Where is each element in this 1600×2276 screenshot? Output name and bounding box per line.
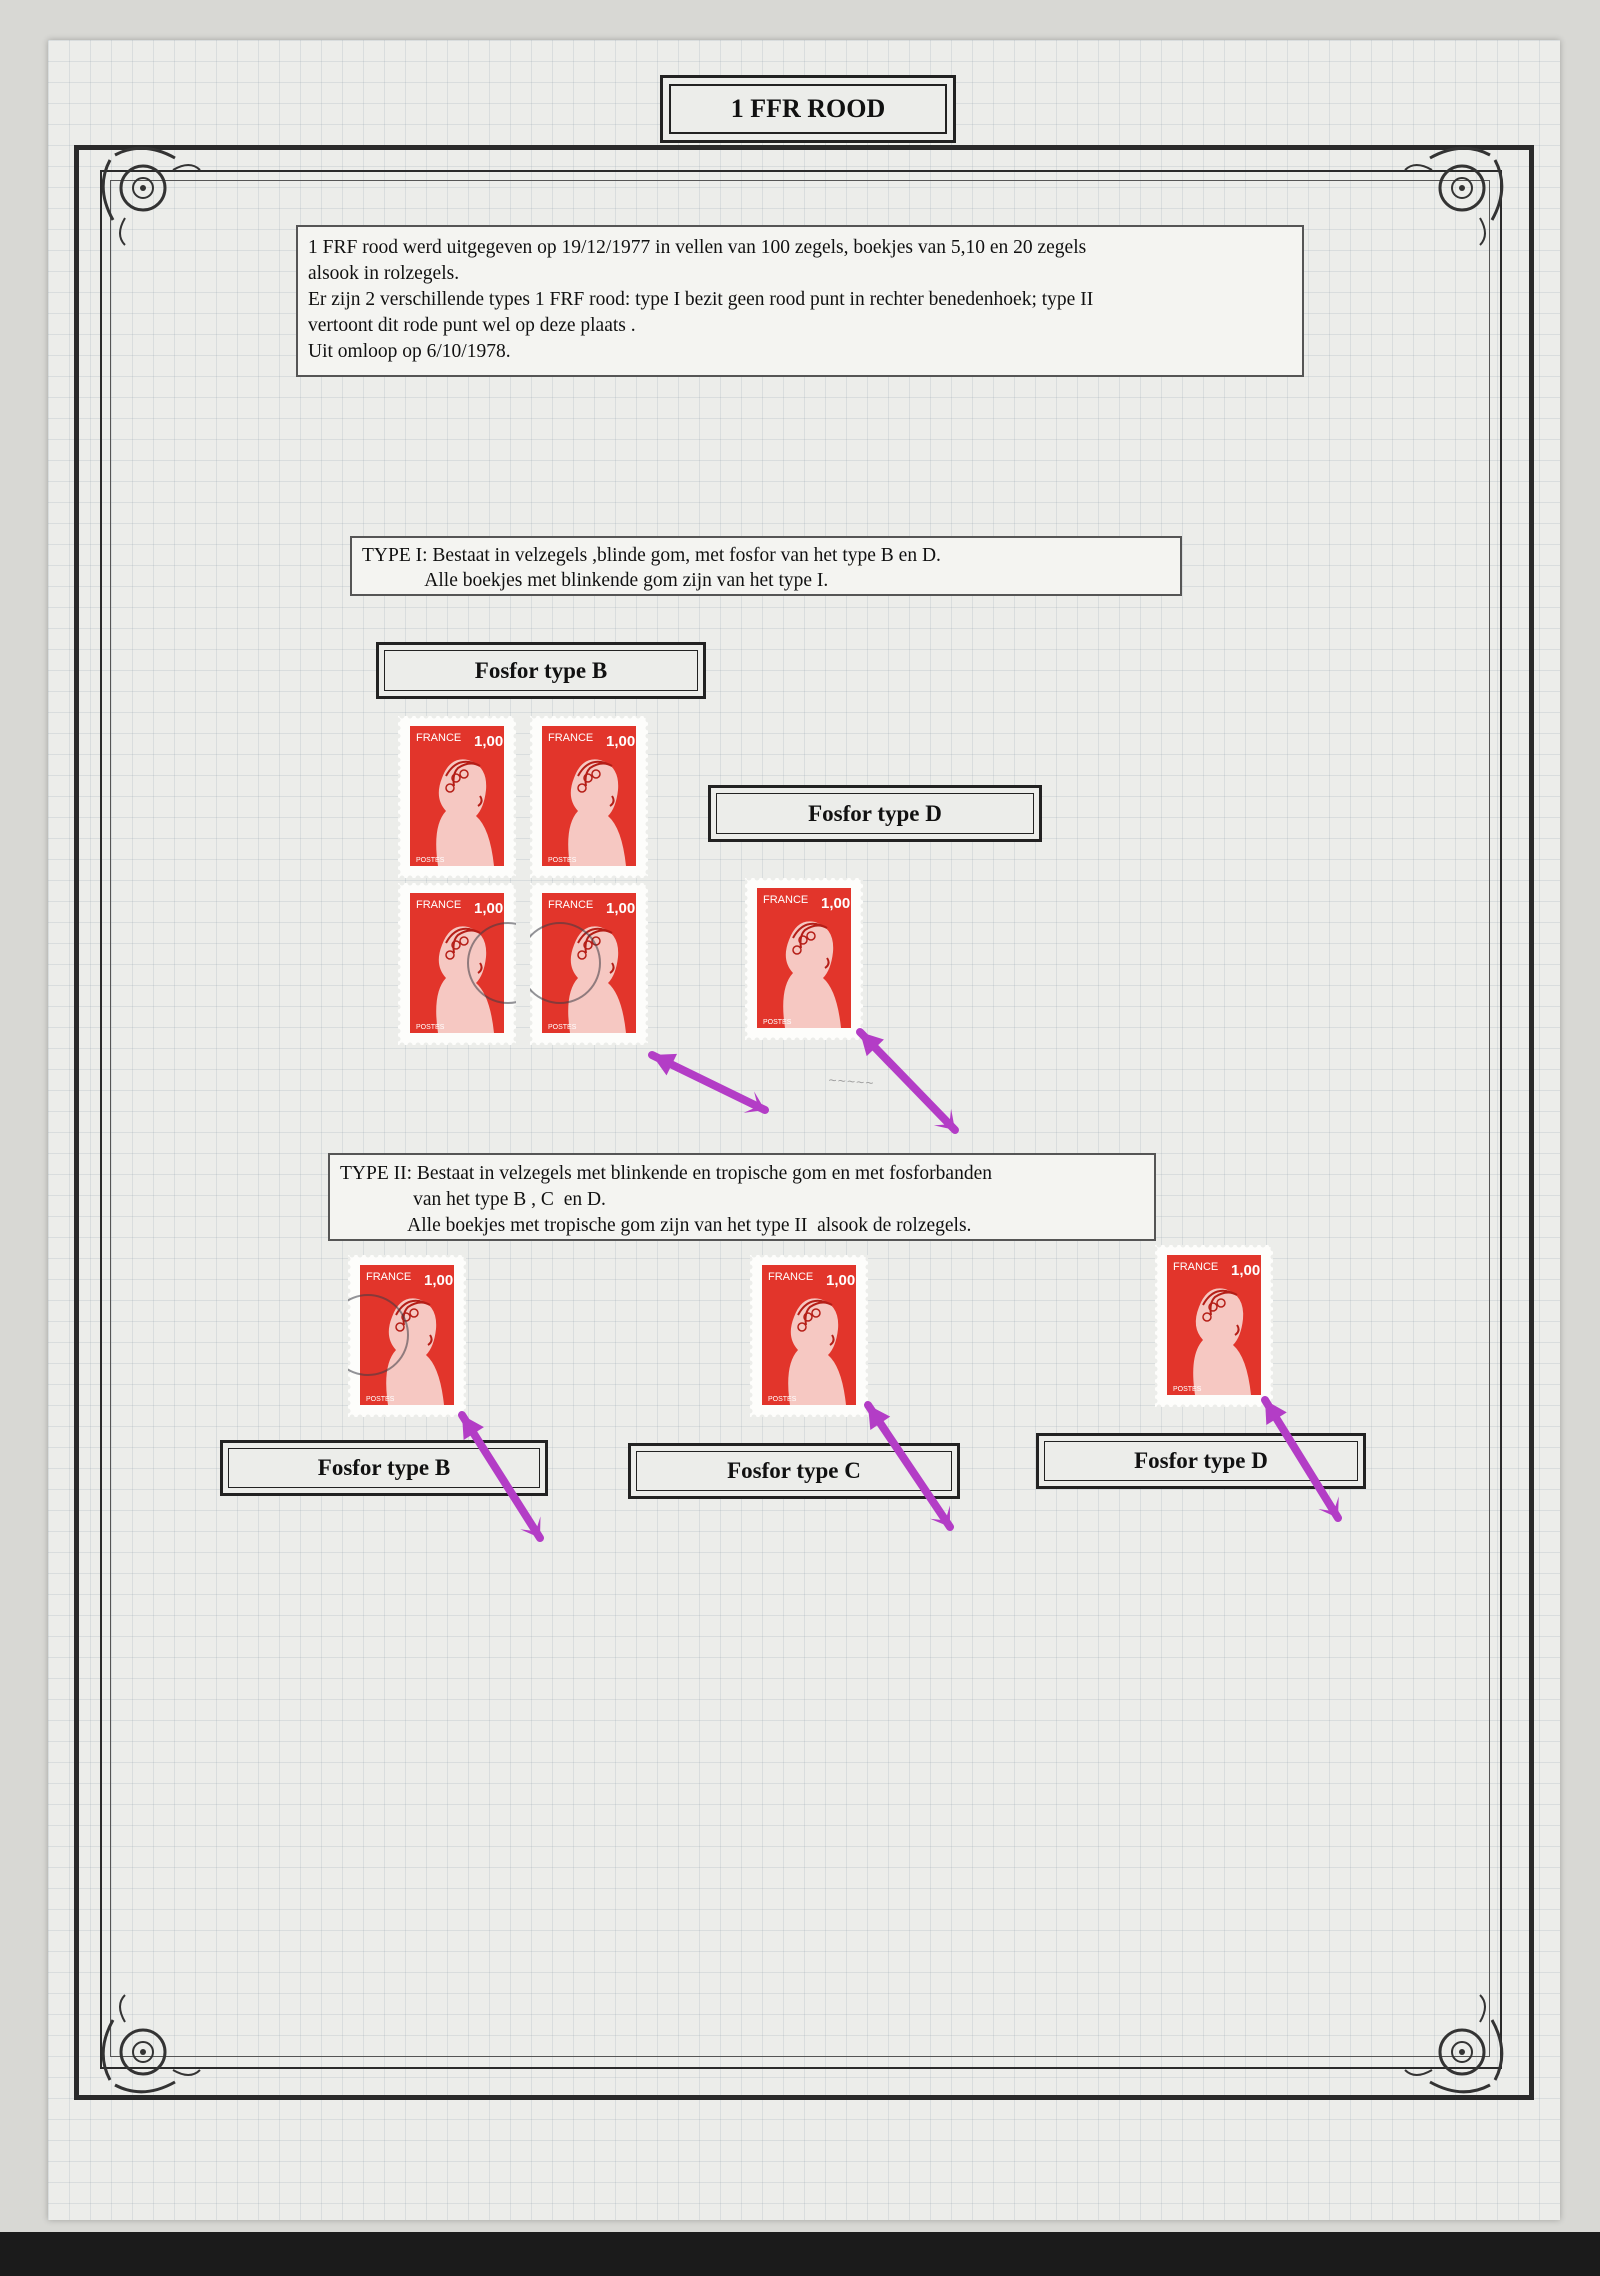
stamp-country: FRANCE [768, 1271, 814, 1283]
stamp-postes: POSTES [548, 857, 577, 864]
label-text: Fosfor type B [384, 650, 698, 691]
pencil-note: ~~~~~ [827, 1073, 875, 1090]
intro-line: 1 FRF rood werd uitgegeven op 19/12/1977 in vellen van 100 zegels, boekjes van 5,10 en 20 zegels [308, 237, 1087, 258]
intro-line: Uit omloop op 6/10/1978. [308, 341, 511, 362]
stamp-value: 1,00 [606, 733, 636, 750]
stamp-country: FRANCE [366, 1271, 412, 1283]
stamp-country: FRANCE [548, 732, 594, 744]
label-text: Fosfor type D [1044, 1441, 1358, 1481]
intro-line: Er zijn 2 verschillende types 1 FRF rood: type I bezit geen rood punt in rechter benedenhoek; type II [308, 289, 1094, 310]
stamp-value: 1,00 [474, 733, 504, 750]
intro-line: vertoont dit rode punt wel op deze plaats . [308, 315, 636, 336]
stamp-postes: POSTES [416, 857, 445, 864]
page-title: 1 FFR ROOD [669, 84, 947, 134]
label-text: Fosfor type B [228, 1448, 540, 1488]
type2-line: TYPE II: Bestaat in velzegels met blinkende en tropische gom en met fosforbanden [340, 1163, 992, 1184]
label-text: Fosfor type C [636, 1451, 952, 1491]
stamp-value: 1,00 [826, 1272, 856, 1289]
stamp-postes: POSTES [1173, 1386, 1202, 1393]
stamp-value: 1,00 [474, 900, 504, 917]
type2-line: van het type B , C en D. [340, 1189, 606, 1210]
stamp-postes: POSTES [416, 1024, 445, 1031]
type1-line: Alle boekjes met blinkende gom zijn van het type I. [362, 570, 829, 591]
stamp-country: FRANCE [763, 894, 809, 906]
intro-line: alsook in rolzegels. [308, 263, 460, 284]
stamp-postes: POSTES [763, 1019, 792, 1026]
label-text: Fosfor type D [716, 793, 1034, 834]
arrow-shaft [868, 1405, 950, 1527]
stamp-country: FRANCE [548, 899, 594, 911]
stamp-postes: POSTES [768, 1396, 797, 1403]
stamp-value: 1,00 [424, 1272, 454, 1289]
stamp-country: FRANCE [1173, 1261, 1219, 1273]
stamp-country: FRANCE [416, 732, 462, 744]
stamp-value: 1,00 [1231, 1262, 1261, 1279]
type1-line: TYPE I: Bestaat in velzegels ,blinde gom, met fosfor van het type B en D. [362, 545, 941, 566]
stamp-value: 1,00 [821, 895, 851, 912]
stamp-country: FRANCE [416, 899, 462, 911]
stamp-postes: POSTES [366, 1396, 395, 1403]
type2-line: Alle boekjes met tropische gom zijn van het type II alsook de rolzegels. [340, 1215, 972, 1236]
stamp-postes: POSTES [548, 1024, 577, 1031]
stamp-value: 1,00 [606, 900, 636, 917]
